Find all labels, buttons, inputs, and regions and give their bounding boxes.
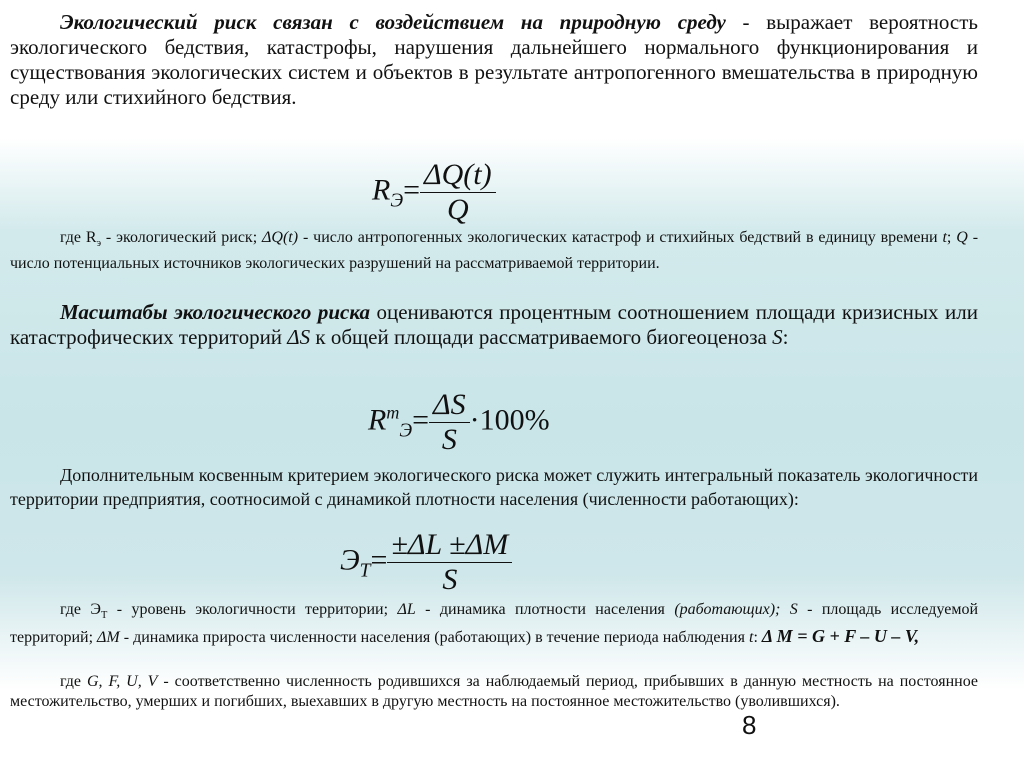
formula1-lhs: R bbox=[372, 173, 391, 207]
formula1-eq: = bbox=[403, 173, 421, 207]
definition-text: - выражает вероятность экологического бедствия, катастрофы, нарушения дальнейшего нормального функционирования и существования экологических систем и объектов в результате антропогенного вмешательства в природную среду или стихийного бедствия. bbox=[10, 10, 979, 109]
term-risk-scale: Масштабы экологического риска bbox=[60, 300, 370, 324]
formula1-sub: Э bbox=[390, 190, 404, 212]
formula3-fraction: $\frac{\pm\Delta L \pm\Delta M}{S}$ bbox=[387, 528, 512, 597]
term-ecological-risk: Экологический риск bbox=[60, 10, 257, 34]
formula1-denominator: Q bbox=[446, 193, 469, 226]
term-environment-impact: связан с воздействием на природную среду bbox=[256, 10, 726, 34]
population-change-equation: Δ M = G + F – U – V, bbox=[761, 626, 920, 647]
formula2-fraction: $\frac{\Delta S}{S}$ bbox=[429, 388, 470, 457]
formula1-fraction bbox=[420, 158, 496, 227]
paragraph-variables-legend: где G, F, U, V - соответственно численность родившихся за наблюдаемый период, прибывших в данную местность на постоянное местожительство, умерших и погибших, выехавших в другую местность на постоянное местожительство (уволившихся). bbox=[10, 673, 979, 710]
formula-territory-ecology: $Э_T=$ $\frac{\pm\Delta L \pm\Delta M}{S}$ bbox=[340, 528, 512, 597]
paragraph-definition bbox=[10, 10, 978, 110]
paragraph-formula3-legend: где $Э_Т$ - уровень экологичности территории; ΔL - динамика плотности населения (работающих); S - площадь исследуемой территорий; ΔМ - динамика прироста численности населения (работающих) в течение периода наблюдения t: Δ M = G + F – U – V, bbox=[10, 601, 979, 647]
formula1-numerator: ΔQ(t) bbox=[420, 158, 496, 193]
paragraph-integral-indicator: Дополнительным косвенным критерием экологического риска может служить интегральный показатель экологичности территории предприятия, соотносимой с динамикой плотности населения (численности работающих): bbox=[10, 465, 978, 509]
paragraph-formula1-legend: где $R_э$ - экологический риск; ΔQ(t) - число антропогенных экологических катастроф и стихийных бедствий в единицу времени t; Q - число потенциальных источников экологических разрушений на рассматриваемой территории. bbox=[10, 229, 979, 273]
formula-risk-scale: $R^m_Э=$ $\frac{\Delta S}{S}$ ·100% bbox=[368, 388, 550, 456]
formula-ecological-risk bbox=[372, 158, 496, 227]
paragraph-risk-scale: Масштабы экологического риска оцениваются процентным соотношением площади кризисных или катастрофических территорий ΔS к общей площади рассматриваемого биогеоценоза S: bbox=[10, 300, 978, 349]
page-number: 8 bbox=[742, 710, 757, 740]
